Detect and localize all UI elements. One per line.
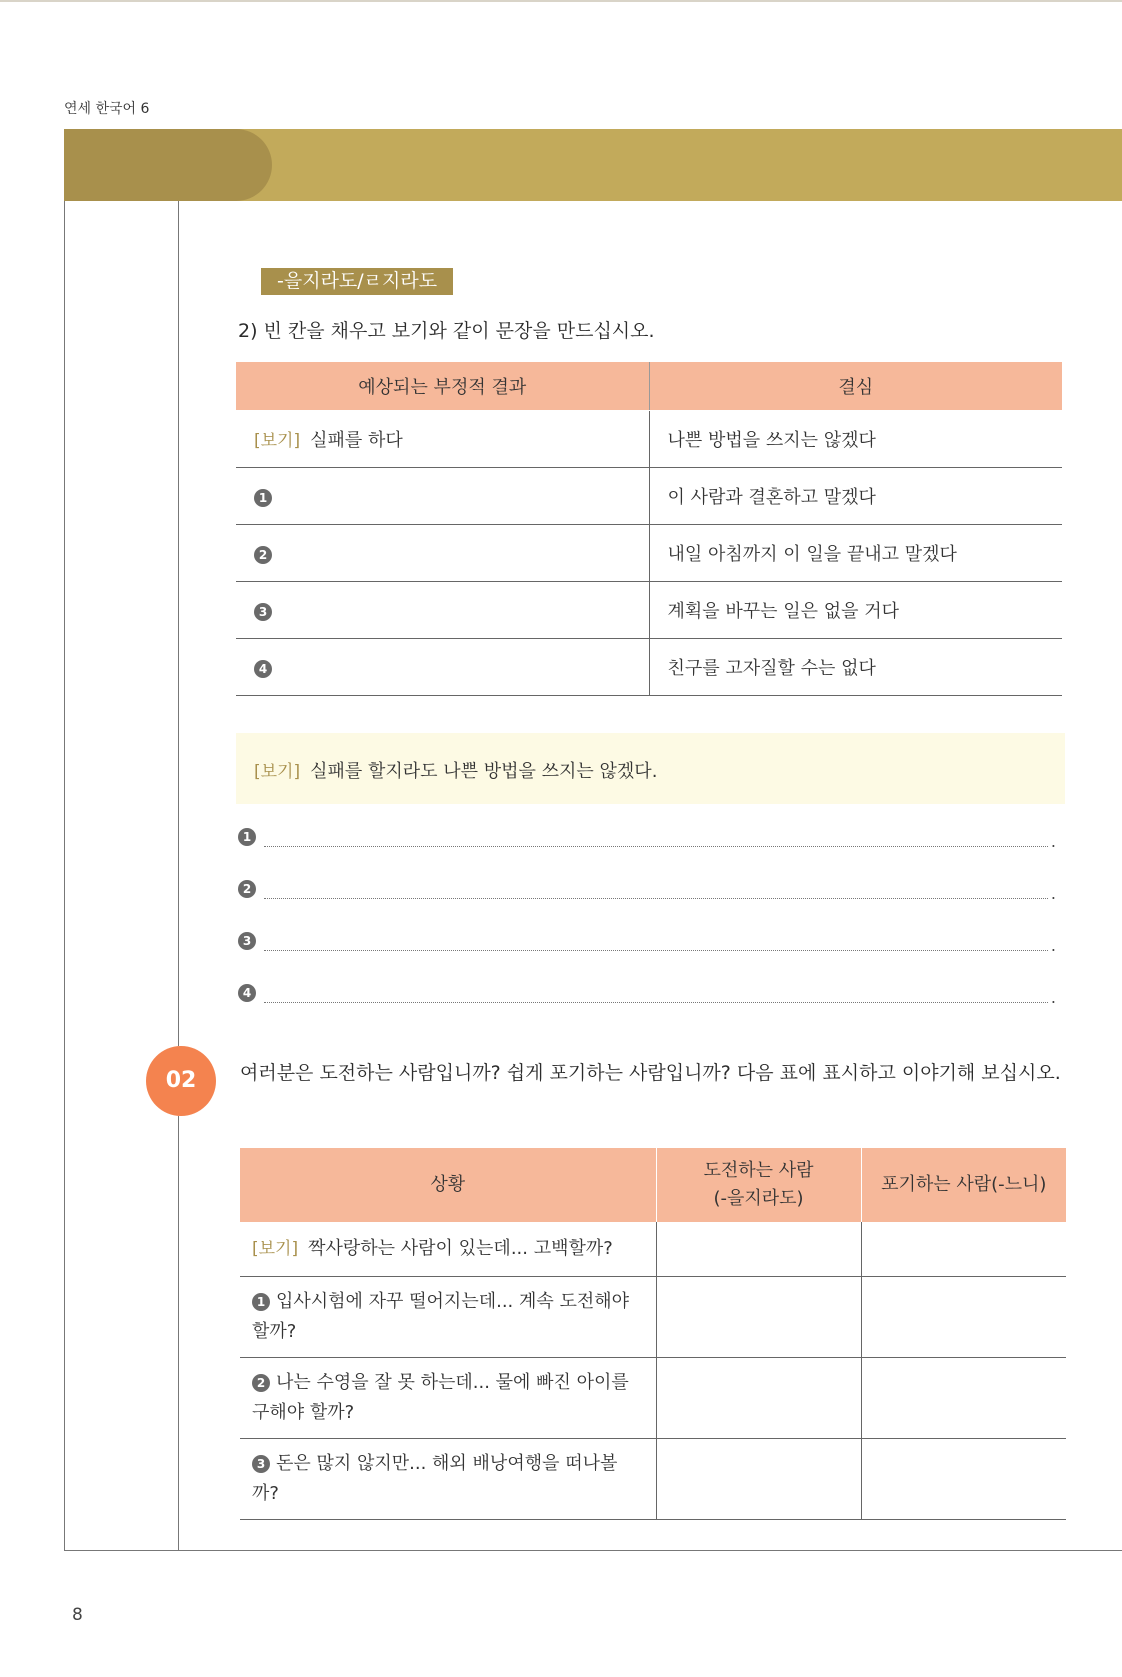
blank-cell[interactable] (236, 639, 649, 696)
number-badge: 2 (252, 1374, 270, 1392)
giver-up-mark-cell[interactable] (861, 1438, 1066, 1519)
example-sentence-label: [보기] (254, 762, 301, 782)
giver-up-mark-cell[interactable] (861, 1276, 1066, 1357)
exercise-prompt: 여러분은 도전하는 사람입니까? 쉽게 포기하는 사람입니까? 다음 표에 표시하고 이야기해 보십시오. (240, 1062, 1061, 1084)
situation-text: 돈은 많지 않지만... 해외 배낭여행을 떠나볼까? (252, 1452, 618, 1504)
column-header-challenger-grammar: (-을지라도) (713, 1188, 804, 1209)
number-badge: 3 (238, 932, 256, 950)
column-header-giver-up: 포기하는 사람(-느니) (861, 1148, 1066, 1222)
number-badge: 4 (254, 660, 272, 678)
example-sentence-text: 실패를 할지라도 나쁜 방법을 쓰지는 않겠다. (310, 761, 658, 782)
answer-line[interactable] (238, 932, 1056, 954)
number-badge: 4 (238, 984, 256, 1002)
situation-cell (240, 1222, 656, 1276)
blank-cell[interactable] (236, 525, 649, 582)
table-row (240, 1438, 1066, 1519)
choice-table (240, 1148, 1066, 1520)
inner-margin-line-lower (178, 1116, 179, 1550)
column-header-situation: 상황 (240, 1148, 656, 1222)
table-header-row (236, 362, 1062, 411)
grammar-tag: -을지라도/ㄹ지라도 (261, 268, 453, 295)
bottom-rule (64, 1550, 1122, 1551)
period: . (1050, 832, 1056, 851)
exercise-instruction: 2) 빈 칸을 채우고 보기와 같이 문장을 만드십시오. (238, 320, 655, 342)
answer-line[interactable] (238, 984, 1056, 1006)
top-rule (0, 0, 1122, 2)
situation-cell (240, 1438, 656, 1519)
period: . (1050, 936, 1056, 955)
example-label: [보기] (254, 431, 301, 451)
decision-cell: 친구를 고자질할 수는 없다 (649, 639, 1062, 696)
table-row (236, 639, 1062, 696)
period: . (1050, 988, 1056, 1007)
period: . (1050, 884, 1056, 903)
number-badge: 1 (254, 489, 272, 507)
situation-cell (240, 1276, 656, 1357)
example-cell (236, 411, 649, 468)
table-row (236, 525, 1062, 582)
table-row (240, 1276, 1066, 1357)
left-margin-line (64, 201, 65, 1550)
challenger-mark-cell[interactable] (656, 1438, 861, 1519)
book-title: 연세 한국어 6 (64, 101, 150, 117)
fill-in-table (236, 362, 1062, 696)
blank-cell[interactable] (236, 468, 649, 525)
challenger-mark-cell[interactable] (656, 1276, 861, 1357)
dotted-line (264, 846, 1048, 847)
column-header-challenger-title: 도전하는 사람 (703, 1160, 814, 1181)
exercise-number-badge: 02 (146, 1046, 216, 1116)
blank-cell[interactable] (236, 582, 649, 639)
dotted-line (264, 1002, 1048, 1003)
column-header-challenger (656, 1148, 861, 1222)
table-header-row (240, 1148, 1066, 1222)
number-badge: 2 (238, 880, 256, 898)
table-row (236, 468, 1062, 525)
table-row (236, 411, 1062, 468)
example-sentence (254, 757, 657, 783)
answer-line[interactable] (238, 880, 1056, 902)
table-row (240, 1357, 1066, 1438)
situation-cell (240, 1357, 656, 1438)
number-badge: 1 (238, 828, 256, 846)
decision-cell: 계획을 바꾸는 일은 없을 거다 (649, 582, 1062, 639)
situation-text: 입사시험에 자꾸 떨어지는데... 계속 도전해야 할까? (252, 1290, 630, 1342)
example-result: 실패를 하다 (310, 430, 403, 451)
decision-cell: 내일 아침까지 이 일을 끝내고 말겠다 (649, 525, 1062, 582)
number-badge: 3 (254, 603, 272, 621)
table-row (240, 1222, 1066, 1276)
number-badge: 3 (252, 1455, 270, 1473)
dotted-line (264, 898, 1048, 899)
header-tab (64, 129, 272, 201)
giver-up-mark-cell[interactable] (861, 1222, 1066, 1276)
decision-cell: 이 사람과 결혼하고 말겠다 (649, 468, 1062, 525)
example-decision: 나쁜 방법을 쓰지는 않겠다 (649, 411, 1062, 468)
number-badge: 2 (254, 546, 272, 564)
number-badge: 1 (252, 1293, 270, 1311)
table-row (236, 582, 1062, 639)
dotted-line (264, 950, 1048, 951)
situation-text: 짝사랑하는 사람이 있는데... 고백할까? (308, 1237, 613, 1259)
situation-text: 나는 수영을 잘 못 하는데... 물에 빠진 아이를 구해야 할까? (252, 1371, 629, 1423)
challenger-mark-cell[interactable] (656, 1222, 861, 1276)
inner-margin-line (178, 201, 179, 1046)
answer-line[interactable] (238, 828, 1056, 850)
example-label: [보기] (252, 1238, 299, 1259)
giver-up-mark-cell[interactable] (861, 1357, 1066, 1438)
column-header-result: 예상되는 부정적 결과 (236, 362, 649, 411)
challenger-mark-cell[interactable] (656, 1357, 861, 1438)
column-header-decision: 결심 (649, 362, 1062, 411)
page-number: 8 (72, 1605, 83, 1625)
